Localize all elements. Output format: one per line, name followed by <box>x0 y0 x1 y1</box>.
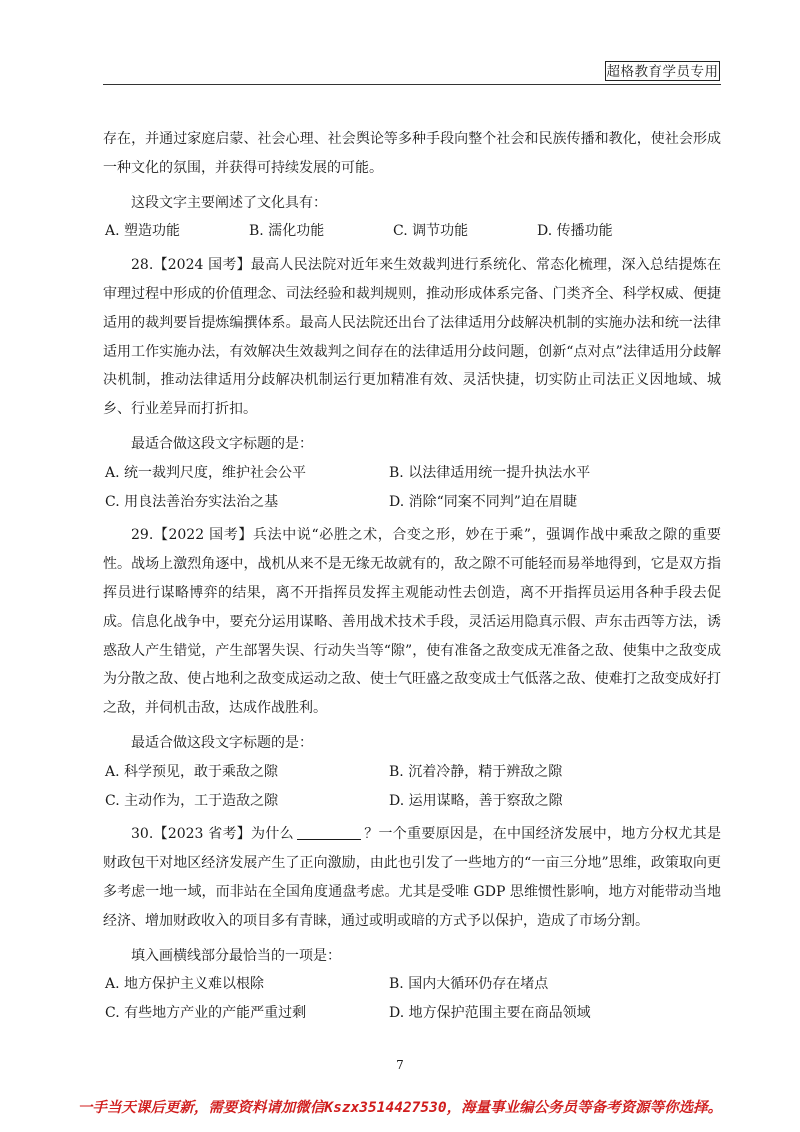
question-28-passage <box>103 251 721 424</box>
option-c: C. 有些地方产业的产能严重过剩 <box>105 1005 307 1022</box>
question-28-prompt: 最适合做这段文字标题的是： <box>131 435 313 452</box>
question-28 <box>103 251 721 516</box>
header-divider <box>103 84 721 85</box>
option-c: C. 用良法善治夯实法治之基 <box>105 493 279 510</box>
question-30-source-tag: 【2023 省考】 <box>153 826 252 843</box>
question-27-options <box>103 217 721 246</box>
question-30-prompt: 填入画横线部分最恰当的一项是： <box>131 947 341 964</box>
option-c: C. 主动作为，工于造敌之隙 <box>105 792 279 809</box>
question-29-text: 兵法中说“必胜之术，合变之形，妙在于乘”，强调作战中乘敌之隙的重要性。战场上激烈角逐中，战机从来不是无缘无故就有的，敌之隙不可能轻而易举地得到，它是双方指挥员进行谋略博弈的结果，离不开指挥员发挥主观能动性去创造，离不开指挥员运用各种手段去促成。信息化战争中，要充分运用谋略、善用战术技术手段，灵活运用隐真示假、声东击西等方法，诱惑敌人产生错觉，产生部署失误、行动失当等“隙”，使有准备之敌变成无准备之敌、使集中之敌变成为分散之敌、使占地利之敌变成运动之敌、使士气旺盛之敌变成士气低落之敌、使难打之敌变成好打之敌，并伺机击敌，达成作战胜利。 <box>103 527 721 717</box>
option-a: A. 塑造功能 <box>105 223 181 240</box>
option-c: C. 调节功能 <box>393 223 469 240</box>
question-28-number: 28. <box>131 257 154 274</box>
option-b: B. 以法律适用统一提升执法水平 <box>389 464 591 481</box>
footer-watermark-text: 一手当天课后更新，需要资料请加微信Kszx3514427530，海量事业编公务员等备考资源等你选择。 <box>77 1100 723 1116</box>
option-b: B. 沉着冷静，精于辨敌之隙 <box>389 763 563 780</box>
option-a: A. 科学预见，敢于乘敌之隙 <box>105 763 279 780</box>
question-29-number: 29. <box>131 527 154 544</box>
question-29-prompt: 最适合做这段文字标题的是： <box>131 734 313 751</box>
page-number: 7 <box>396 1058 404 1072</box>
option-b: B. 国内大循环仍存在堵点 <box>389 976 549 993</box>
option-a: A. 统一裁判尺度，维护社会公平 <box>105 464 307 481</box>
question-29 <box>103 521 721 815</box>
option-a: A. 地方保护主义难以根除 <box>105 976 265 993</box>
question-27-passage-tail: 存在，并通过家庭启蒙、社会心理、社会舆论等多种手段向整个社会和民族传播和教化，使社会形成一种文化的氛围，并获得可持续发展的可能。 <box>103 131 721 176</box>
option-d: D. 传播功能 <box>537 223 613 240</box>
question-28-options <box>103 459 721 517</box>
question-30-number: 30. <box>131 826 154 843</box>
question-27 <box>103 125 721 246</box>
question-29-options <box>103 758 721 816</box>
question-30-passage <box>103 820 721 935</box>
question-30-options <box>103 970 721 1028</box>
option-d: D. 消除“同案不同判”迫在眉睫 <box>389 493 577 510</box>
question-28-source-tag: 【2024 国考】 <box>153 257 251 274</box>
document-body <box>103 125 721 1033</box>
option-b: B. 濡化功能 <box>249 223 325 240</box>
question-30-text: ？一个重要原因是，在中国经济发展中，地方分权尤其是财政包干对地区经济发展产生了正向激励，由此也引发了一些地方的“一亩三分地”思维，政策取向更多考虑一地一域，而非站在全国角度通盘考虑。尤其是受唯 GDP 思维惯性影响，地方对能带动当地经济、增加财政收入的项目多有青睐，通过或明或暗的方式予以保护，造成了市场分割。 <box>103 826 721 929</box>
question-29-source-tag: 【2022 国考】 <box>153 527 254 544</box>
option-d: D. 运用谋略，善于察敌之隙 <box>389 792 563 809</box>
question-27-prompt: 这段文字主要阐述了文化具有： <box>131 194 327 211</box>
fill-in-blank <box>297 825 361 840</box>
question-30 <box>103 820 721 1028</box>
option-d: D. 地方保护范围主要在商品领域 <box>389 1005 591 1022</box>
question-29-passage <box>103 521 721 723</box>
question-30-lead: 为什么 <box>251 826 294 843</box>
header-badge: 超格教育学员专用 <box>605 61 720 81</box>
question-28-text: 最高人民法院对近年来生效裁判进行系统化、常态化梳理，深入总结提炼在审理过程中形成的价值理念、司法经验和裁判规则，推动形成体系完备、门类齐全、科学权威、便捷适用的裁判要旨提炼编撰体系。最高人民法院还出台了法律适用分歧解决机制的实施办法和统一法律适用工作实施办法，有效解决生效裁判之间存在的法律适用分歧问题，创新“点对点”法律适用分歧解决机制，推动法律适用分歧解决机制运行更加精准有效、灵活快捷，切实防止司法正义因地域、城乡、行业差异而打折扣。 <box>103 257 721 418</box>
